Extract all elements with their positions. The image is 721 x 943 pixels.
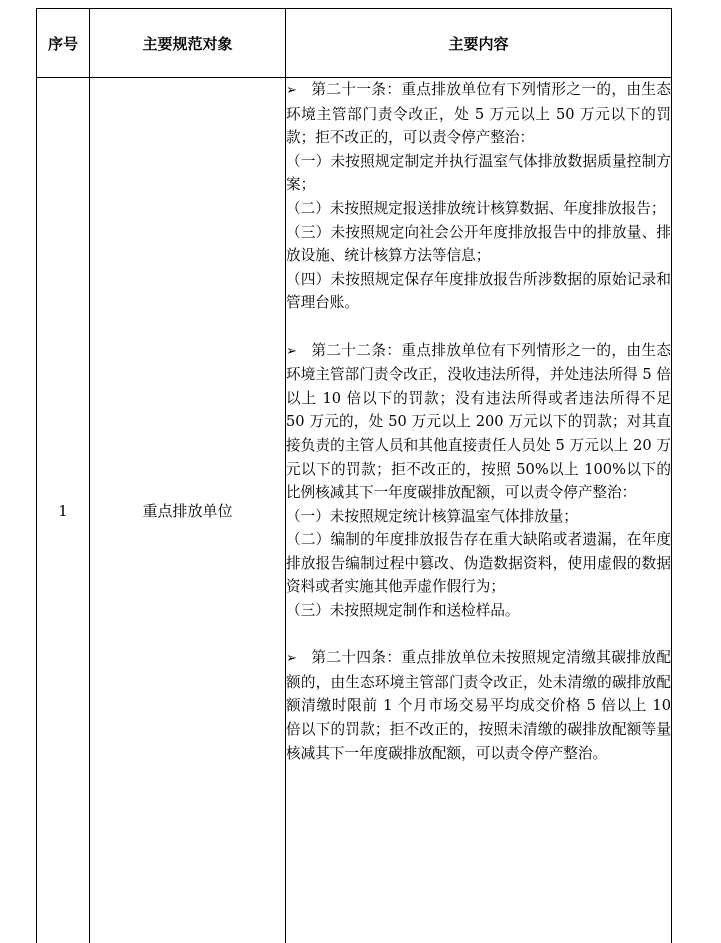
arrow-bullet-icon: ➢ bbox=[286, 651, 297, 666]
arrow-bullet-icon: ➢ bbox=[286, 83, 297, 98]
arrow-bullet-icon: ➢ bbox=[286, 344, 297, 359]
row-seq: 1 bbox=[37, 78, 90, 943]
regulation-table bbox=[36, 8, 672, 943]
clause-intro bbox=[286, 78, 671, 150]
header-seq: 序号 bbox=[37, 9, 90, 78]
clause-21 bbox=[286, 78, 671, 315]
row-object: 重点排放单位 bbox=[90, 78, 286, 943]
header-content: 主要内容 bbox=[286, 9, 672, 78]
clause-item: （一）未按照规定制定并执行温室气体排放数据质量控制方案； bbox=[286, 150, 671, 197]
header-object: 主要规范对象 bbox=[90, 9, 286, 78]
clause-intro-text: 第二十二条：重点排放单位有下列情形之一的，由生态环境主管部门责令改正，没收违法所得，并处违法所得 5 倍以上 10 倍以下的罚款；没有违法所得或者违法所得不足 50 万元的，处 50 万元以上 200 万元以下的罚款；对其直接负责的主管人员和其他直接责任人员处 5 万元以上 20 万元以下的罚款；拒不改正的，按照 50%以上 100%以下的比例核减其下一年度碳排放配额，可以责令停产整治： bbox=[286, 342, 671, 502]
clause-item: （一）未按照规定统计核算温室气体排放量； bbox=[286, 505, 671, 529]
clause-item: （三）未按照规定制作和送检样品。 bbox=[286, 599, 671, 623]
clause-item: （四）未按照规定保存年度排放报告所涉数据的原始记录和管理台账。 bbox=[286, 268, 671, 315]
clause-intro-text: 第二十一条：重点排放单位有下列情形之一的，由生态环境主管部门责令改正，处 5 万元以上 50 万元以下的罚款；拒不改正的，可以责令停产整治： bbox=[286, 81, 671, 146]
clause-24 bbox=[286, 646, 671, 765]
header-row bbox=[37, 9, 672, 78]
row-content bbox=[286, 78, 672, 943]
clause-item: （二）编制的年度排放报告存在重大缺陷或者遗漏，在年度排放报告编制过程中篡改、伪造数据资料，使用虚假的数据资料或者实施其他弄虚作假行为； bbox=[286, 528, 671, 599]
clause-item: （二）未按照规定报送排放统计核算数据、年度排放报告； bbox=[286, 197, 671, 221]
clause-22 bbox=[286, 339, 671, 623]
clause-intro bbox=[286, 646, 671, 765]
table-row bbox=[37, 78, 672, 943]
clause-intro-text: 第二十四条：重点排放单位未按照规定清缴其碳排放配额的，由生态环境主管部门责令改正，处未清缴的碳排放配额清缴时限前 1 个月市场交易平均成交价格 5 倍以上 10 倍以下的罚款；拒不改正的，按照未清缴的碳排放配额等量核减其下一年度碳排放配额，可以责令停产整治。 bbox=[286, 649, 671, 761]
clause-intro bbox=[286, 339, 671, 505]
clause-item: （三）未按照规定向社会公开年度排放报告中的排放量、排放设施、统计核算方法等信息； bbox=[286, 221, 671, 268]
